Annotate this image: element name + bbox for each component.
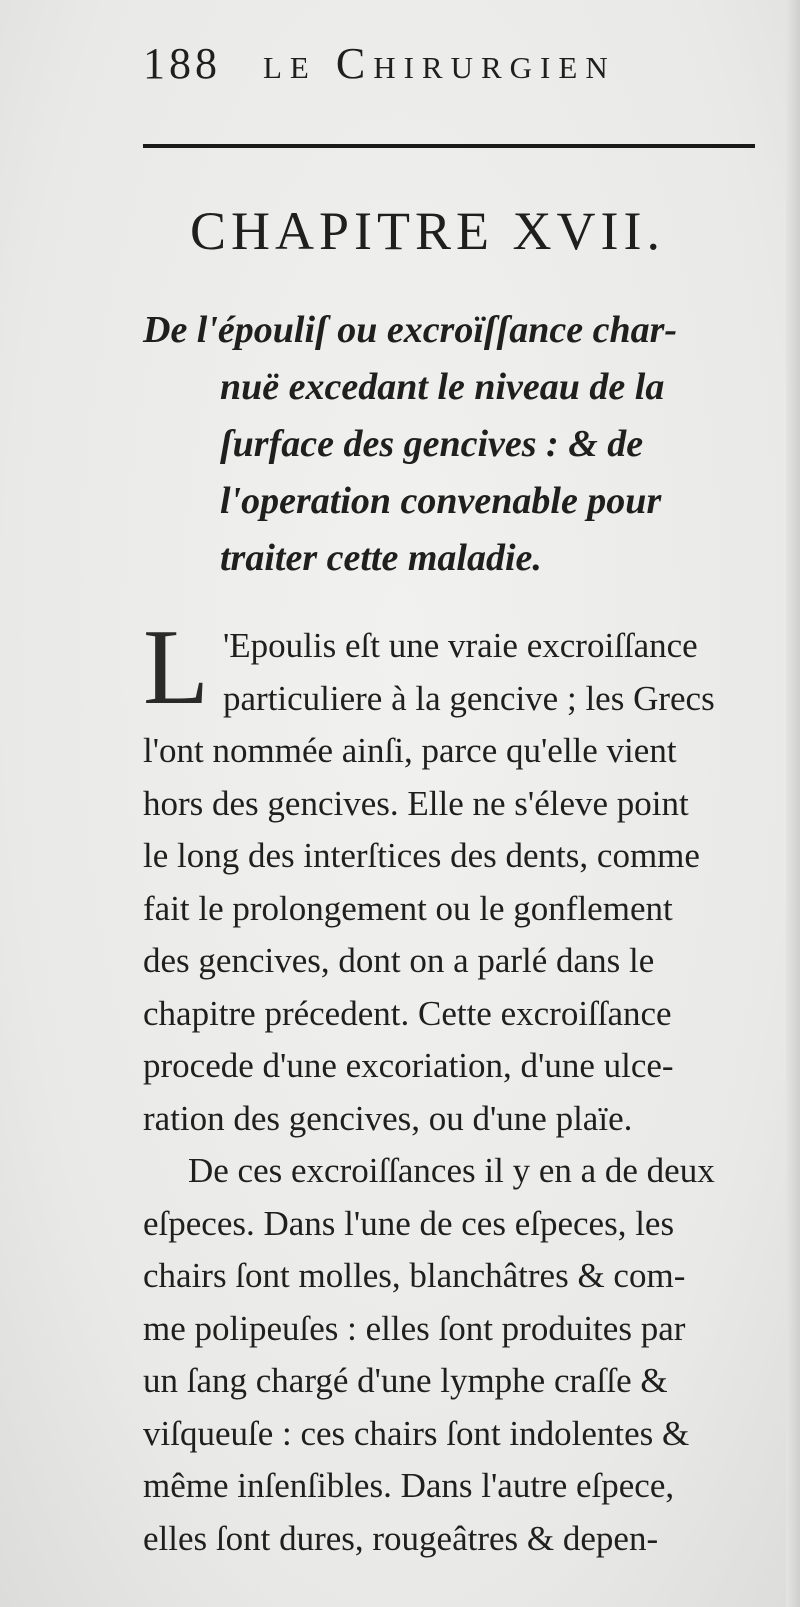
drop-cap: L [143,608,209,727]
text-line: fait le prolongement ou le gonflement [143,888,673,928]
text-line: elles ſont dures, rougeâtres & depen- [143,1518,659,1558]
header-rule [143,144,755,148]
page-edge-shadow [786,0,800,1607]
text-line: chairs ſont molles, blanchâtres & com- [143,1256,686,1295]
text-line: viſqueuſe : ces chairs ſont indolentes & [143,1413,690,1453]
text-line: particuliere à la gencive ; les Grecs [223,678,715,718]
page-number: 188 [143,39,221,88]
text-line: eſpeces. Dans l'une de ces eſpeces, les [143,1203,675,1243]
text-line: chapitre précedent. Cette excroiſſance [143,993,672,1033]
text-line: me polipeuſes : elles ſont produites par [143,1308,686,1348]
text-line: des gencives, dont on a parlé dans le [143,941,655,980]
chapter-subtitle [143,302,763,587]
text-line: ration des gencives, ou d'une plaïe. [143,1098,633,1138]
body-text [143,608,770,1565]
text-line: hors des gencives. Elle ne s'éleve point [143,783,689,823]
subtitle-line: De l'épouliſ ou excroïſſance char- [143,309,678,351]
paragraph [143,608,770,1145]
text-line: procede d'une excoriation, d'une ulce- [143,1046,674,1085]
text-line: 'Epoulis eſt une vraie excroiſſance [223,626,698,665]
text-line: le long des interſtices des dents, comme [143,836,700,875]
chapter-title: CHAPITRE XVII. [190,201,665,261]
subtitle-line: ſurface des gencives : & de [220,423,644,465]
subtitle-line: l'operation convenable pour [220,480,662,522]
text-line: De ces excroiſſances il y en a de deux [188,1151,715,1190]
text-line: un ſang chargé d'une lymphe craſſe & [143,1361,668,1400]
paragraph [143,1145,770,1565]
text-line: même inſenſibles. Dans l'autre eſpece, [143,1466,675,1505]
subtitle-line: nuë excedant le niveau de la [220,366,665,408]
running-title: le Chirurgien [263,39,616,88]
running-head [143,38,743,98]
subtitle-line: traiter cette maladie. [220,537,542,579]
text-line: l'ont nommée ainſi, parce qu'elle vient [143,731,677,770]
